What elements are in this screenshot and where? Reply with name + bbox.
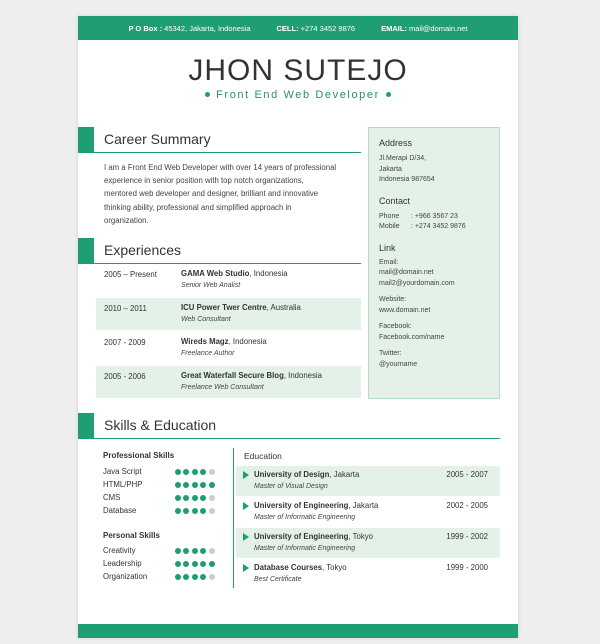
triangle-right-icon [243,502,249,510]
skill-rating [175,508,215,514]
career-summary-header [78,127,363,153]
rating-dot-filled-icon [175,469,181,475]
rating-dot-filled-icon [175,508,181,514]
rating-dot-empty-icon [209,469,215,475]
resume-sheet [78,16,518,638]
skill-rating [175,548,215,554]
skill-name: Creativity [103,546,136,555]
rating-dot-filled-icon [200,574,206,580]
skill-rating [175,574,215,580]
skill-name: Database [103,506,137,515]
footer-bar [78,624,518,638]
skill-name: Leadership [103,559,142,568]
email-link[interactable]: mail@domain.net [379,269,434,276]
rating-dot-filled-icon [175,574,181,580]
rating-dot-filled-icon [200,548,206,554]
skill-row [103,559,223,571]
rating-dot-filled-icon [175,561,181,567]
rating-dot-filled-icon [200,495,206,501]
skill-row [103,546,223,558]
rating-dot-filled-icon [200,469,206,475]
skill-row [103,467,223,479]
skill-row [103,493,223,505]
rating-dot-filled-icon [192,469,198,475]
cell-info: CELL: +274 3452 9876 [276,23,356,33]
rating-dot-filled-icon [175,548,181,554]
rating-dot-filled-icon [183,469,189,475]
section-title: Skills & Education [104,417,217,433]
education-item: University of Engineering, Jakarta Master of Informatic Engineering 2002 - 2005 [236,497,500,527]
rating-dot-filled-icon [192,508,198,514]
rating-dot-filled-icon [175,495,181,501]
rating-dot-filled-icon [183,548,189,554]
rating-dot-empty-icon [209,574,215,580]
personal-skills-title: Personal Skills [103,531,160,540]
section-title: Career Summary [104,131,211,147]
rating-dot-empty-icon [209,548,215,554]
skill-rating [175,495,215,501]
contact-block: Phone : +966 3567 23 Mobile : +274 3452 9876 [379,212,466,230]
column-divider [233,448,234,588]
rating-dot-filled-icon [183,561,189,567]
rating-dot-filled-icon [209,482,215,488]
rating-dot-filled-icon [175,482,181,488]
address-title: Address [379,138,413,148]
rating-dot-filled-icon [192,482,198,488]
triangle-right-icon [243,533,249,541]
rating-dot-filled-icon [192,561,198,567]
contact-bar [78,16,518,40]
education-item: University of Engineering, Tokyo Master of Informatic Engineering 1999 - 2002 [236,528,500,558]
education-item: University of Design, Jakarta Master of Visual Design 2005 - 2007 [236,466,500,496]
email-info: EMAIL: mail@domain.net [381,23,468,33]
bullet-dot-icon [205,92,210,97]
skill-row [103,506,223,518]
rating-dot-filled-icon [183,495,189,501]
address-block: Jl.Merapi D/34, Jakarta Indonesia 987654 [379,155,435,183]
career-summary-text: I am a Front End Web Developer with over 14 years of professional experience in senior position with top notch organizations, mentored web developer and designer, brilliant and innovative thinking ability, professional and simplified approach in organization. [104,163,337,225]
rating-dot-filled-icon [192,574,198,580]
skill-row [103,572,223,584]
experience-item: 2007 - 2009 Wireds Magz, Indonesia Freelance Author [104,337,267,357]
skill-rating [175,482,215,488]
skill-name: Organization [103,572,148,581]
pobox-info: P O Box : 45342, Jakarta, Indonesia [128,23,251,33]
skill-row [103,480,223,492]
rating-dot-filled-icon [209,561,215,567]
rating-dot-filled-icon [200,561,206,567]
skill-name: CMS [103,493,121,502]
professional-skills-title: Professional Skills [103,451,175,460]
rating-dot-empty-icon [209,495,215,501]
link-title: Link [379,242,396,253]
rating-dot-filled-icon [183,508,189,514]
skill-rating [175,469,215,475]
section-title: Experiences [104,242,182,258]
education-item: Database Courses, Tokyo Best Certificate 1999 - 2000 [236,559,500,589]
rating-dot-filled-icon [183,574,189,580]
resume-role: Front End Web Developer [78,89,518,101]
facebook-link[interactable]: Facebook.com/name [379,333,445,341]
experience-item: 2005 - 2006 Great Waterfall Secure Blog, Indonesia Freelance Web Consultant [96,366,361,398]
triangle-right-icon [243,564,249,572]
twitter-link[interactable]: @yourname [379,360,418,368]
triangle-right-icon [243,471,249,479]
email-link[interactable]: mail2@yourdomain.com [379,279,455,287]
rating-dot-filled-icon [200,508,206,514]
skills-education-header [78,413,500,439]
rating-dot-filled-icon [200,482,206,488]
rating-dot-filled-icon [192,495,198,501]
skill-rating [175,561,215,567]
rating-dot-filled-icon [192,548,198,554]
rating-dot-filled-icon [183,482,189,488]
education-title: Education [244,451,282,461]
bullet-dot-icon [386,92,391,97]
contact-sidebar [368,127,500,399]
website-link[interactable]: www.domain.net [379,306,431,314]
contact-title: Contact [379,195,411,206]
skill-name: Java Script [103,467,142,476]
resume-name: JHON SUTEJO [188,54,408,87]
skill-name: HTML/PHP [103,480,143,489]
experiences-header [78,238,363,264]
rating-dot-empty-icon [209,508,215,514]
link-block: Email: mail@domain.net mail2@yourdomain.com Website: www.domain.net Facebook: Facebook.com/name Twitter: @yourname [379,258,489,371]
experience-item: 2010 – 2011 ICU Power Twer Centre, Australia Web Consultant [96,298,361,330]
experience-item: 2005 – Present GAMA Web Studio, Indonesia Senior Web Analist [104,269,288,289]
